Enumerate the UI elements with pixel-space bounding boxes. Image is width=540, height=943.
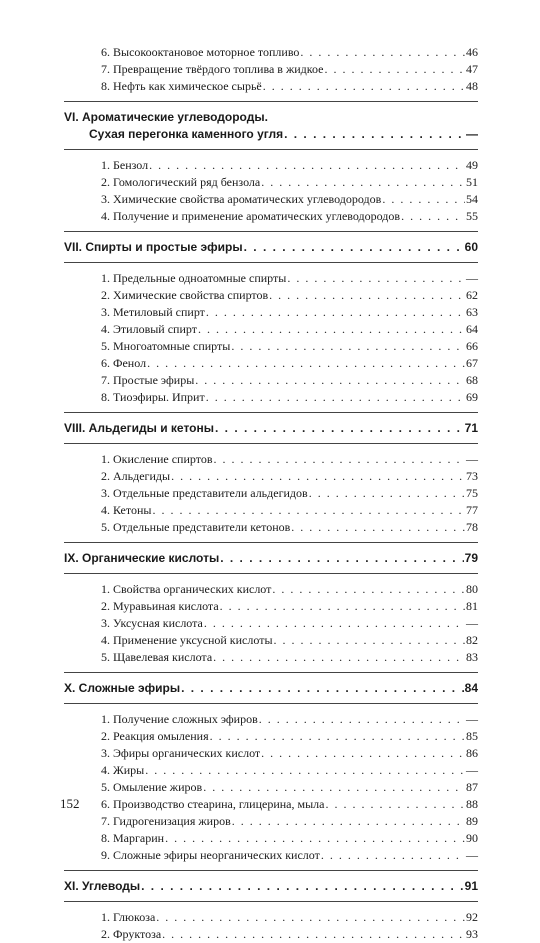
toc-entry-label: 3. Отдельные представители альдегидов xyxy=(101,486,308,500)
top-items xyxy=(64,44,478,95)
dot-leader xyxy=(269,287,465,304)
toc-entry xyxy=(64,519,478,536)
dot-leader xyxy=(324,61,465,78)
toc-entry xyxy=(64,762,478,779)
dot-leader xyxy=(382,191,465,208)
dot-leader xyxy=(149,157,465,174)
section-heading-row xyxy=(64,239,478,256)
toc-entry-label: 4. Получение и применение ароматических углеводородов xyxy=(101,209,401,223)
toc-entry-label: 8. Тиоэфиры. Иприт xyxy=(101,390,205,404)
toc-entry-label: 8. Нефть как химическое сырьё xyxy=(101,79,262,93)
toc-entry-page: 90 xyxy=(466,831,478,845)
toc-entry-page: 62 xyxy=(466,288,478,302)
toc-entry xyxy=(64,338,478,355)
dot-leader xyxy=(291,519,465,536)
section-heading-row xyxy=(64,550,478,567)
dot-leader xyxy=(210,728,465,745)
toc-entry-page: 69 xyxy=(466,390,478,404)
toc-entry-label: 3. Химические свойства ароматических углеводородов xyxy=(101,192,382,206)
section-divider xyxy=(64,149,478,150)
dot-leader xyxy=(162,926,465,943)
toc-entry xyxy=(64,287,478,304)
toc-entry-page: — xyxy=(466,452,478,466)
toc-entry-page: 46 xyxy=(466,45,478,59)
section-heading-page: — xyxy=(466,127,478,141)
toc-entry-label: 7. Превращение твёрдого топлива в жидкое xyxy=(101,62,324,76)
toc-entry-page: 78 xyxy=(466,520,478,534)
toc-entry-page: — xyxy=(466,616,478,630)
toc-entry xyxy=(64,615,478,632)
toc-entry xyxy=(64,372,478,389)
toc-entry-page: 80 xyxy=(466,582,478,596)
toc-entry-page: 64 xyxy=(466,322,478,336)
section-xi xyxy=(64,878,478,943)
dot-leader xyxy=(203,779,465,796)
section-heading: X. Сложные эфиры xyxy=(64,681,181,695)
toc-entry xyxy=(64,355,478,372)
section-divider xyxy=(64,703,478,704)
section-vii xyxy=(64,239,478,406)
toc-entry-label: 1. Бензол xyxy=(101,158,149,172)
toc-entry xyxy=(64,78,478,95)
section-heading: XI. Углеводы xyxy=(64,879,141,893)
toc-entry-label: 6. Производство стеарина, глицерина, мыла xyxy=(101,797,325,811)
toc-entry-page: 54 xyxy=(466,192,478,206)
toc-entry xyxy=(64,796,478,813)
toc-entry-label: 1. Глюкоза xyxy=(101,910,156,924)
toc-entry-page: 73 xyxy=(466,469,478,483)
toc-entry-label: 5. Омыление жиров xyxy=(101,780,203,794)
toc-entry-page: 51 xyxy=(466,175,478,189)
dot-leader xyxy=(165,830,465,847)
section-heading-row xyxy=(64,680,478,697)
dot-leader xyxy=(232,813,465,830)
dot-leader xyxy=(145,762,465,779)
toc-entry-page: 47 xyxy=(466,62,478,76)
toc-entry-page: 67 xyxy=(466,356,478,370)
section-heading-row xyxy=(64,878,478,895)
section-heading: IX. Органические кислоты xyxy=(64,551,220,565)
toc-entry-page: — xyxy=(466,712,478,726)
dot-leader xyxy=(195,372,465,389)
section-divider xyxy=(64,262,478,263)
table-of-contents xyxy=(64,44,478,943)
toc-entry xyxy=(64,926,478,943)
toc-entry-page: 83 xyxy=(466,650,478,664)
section-divider xyxy=(64,412,478,413)
toc-entry xyxy=(64,389,478,406)
toc-entry-label: 1. Свойства органических кислот xyxy=(101,582,272,596)
toc-entry-page: 66 xyxy=(466,339,478,353)
toc-entry xyxy=(64,485,478,502)
section-heading-label: Сухая перегонка каменного угля xyxy=(89,127,284,141)
dot-leader xyxy=(300,44,465,61)
toc-entry-label: 5. Отдельные представители кетонов xyxy=(101,520,291,534)
toc-entry xyxy=(64,909,478,926)
toc-entry xyxy=(64,502,478,519)
section-ix xyxy=(64,550,478,666)
section-divider xyxy=(64,672,478,673)
dot-leader xyxy=(220,598,465,615)
section-heading: VII. Спирты и простые эфиры xyxy=(64,240,243,254)
toc-entry-page: — xyxy=(466,271,478,285)
toc-entry-page: 75 xyxy=(466,486,478,500)
section-viii xyxy=(64,420,478,536)
toc-entry-label: 2. Фруктоза xyxy=(101,927,162,941)
section-heading-page: 84 xyxy=(464,681,478,695)
toc-entry-label: 2. Гомологический ряд бензола xyxy=(101,175,261,189)
dot-leader xyxy=(206,304,465,321)
toc-entry-page: 81 xyxy=(466,599,478,613)
section-divider xyxy=(64,573,478,574)
toc-entry xyxy=(64,208,478,225)
dot-leader xyxy=(274,632,465,649)
dot-leader xyxy=(259,711,465,728)
toc-entry xyxy=(64,270,478,287)
toc-entry-page: 68 xyxy=(466,373,478,387)
dot-leader xyxy=(220,550,463,567)
toc-entry-page: 55 xyxy=(466,209,478,223)
toc-entry-page: 82 xyxy=(466,633,478,647)
dot-leader xyxy=(287,270,465,287)
toc-entry xyxy=(64,847,478,864)
toc-entry xyxy=(64,157,478,174)
section-heading-page: 60 xyxy=(464,240,478,254)
toc-entry-label: 6. Фенол xyxy=(101,356,147,370)
toc-entry-page: — xyxy=(466,848,478,862)
section-heading-page: 79 xyxy=(464,551,478,565)
section-heading-continued xyxy=(64,126,478,143)
toc-entry xyxy=(64,779,478,796)
toc-entry-label: 4. Кетоны xyxy=(101,503,152,517)
toc-entry-label: 8. Маргарин xyxy=(101,831,165,845)
toc-entry-page: 88 xyxy=(466,797,478,811)
toc-entry-page: 89 xyxy=(466,814,478,828)
section-divider xyxy=(64,101,478,102)
toc-entry-label: 5. Многоатомные спирты xyxy=(101,339,231,353)
toc-entry-label: 7. Простые эфиры xyxy=(101,373,195,387)
toc-entry xyxy=(64,581,478,598)
toc-entry-page: 92 xyxy=(466,910,478,924)
toc-entry xyxy=(64,61,478,78)
section-heading-page: 91 xyxy=(464,879,478,893)
toc-entry-label: 1. Предельные одноатомные спирты xyxy=(101,271,287,285)
dot-leader xyxy=(147,355,465,372)
section-x xyxy=(64,680,478,864)
toc-entry-page: — xyxy=(466,763,478,777)
toc-entry-page: 86 xyxy=(466,746,478,760)
dot-leader xyxy=(261,745,465,762)
toc-entry-label: 3. Эфиры органических кислот xyxy=(101,746,261,760)
toc-entry xyxy=(64,174,478,191)
dot-leader xyxy=(325,796,465,813)
toc-entry xyxy=(64,728,478,745)
toc-entry xyxy=(64,321,478,338)
page-number: 152 xyxy=(60,796,80,811)
toc-entry-label: 4. Применение уксусной кислоты xyxy=(101,633,273,647)
toc-entry-page: 49 xyxy=(466,158,478,172)
dot-leader xyxy=(244,239,464,256)
toc-entry-page: 85 xyxy=(466,729,478,743)
toc-entry-page: 48 xyxy=(466,79,478,93)
toc-entry-label: 9. Сложные эфиры неорганических кислот xyxy=(101,848,320,862)
toc-entry-label: 1. Получение сложных эфиров xyxy=(101,712,258,726)
toc-entry-label: 1. Окисление спиртов xyxy=(101,452,213,466)
dot-leader xyxy=(156,909,465,926)
section-divider xyxy=(64,542,478,543)
toc-entry xyxy=(64,468,478,485)
toc-entry xyxy=(64,813,478,830)
toc-entry xyxy=(64,44,478,61)
section-heading: VI. Ароматические углеводороды. xyxy=(64,110,268,124)
dot-leader xyxy=(152,502,465,519)
section-divider xyxy=(64,870,478,871)
section-divider xyxy=(64,443,478,444)
toc-entry-label: 2. Муравьиная кислота xyxy=(101,599,219,613)
toc-entry-label: 2. Альдегиды xyxy=(101,469,171,483)
dot-leader xyxy=(284,126,465,143)
dot-leader xyxy=(171,468,465,485)
dot-leader xyxy=(309,485,465,502)
toc-entry-label: 3. Метиловый спирт xyxy=(101,305,205,319)
toc-entry-label: 4. Этиловый спирт xyxy=(101,322,197,336)
dot-leader xyxy=(231,338,465,355)
dot-leader xyxy=(401,208,465,225)
dot-leader xyxy=(261,174,465,191)
section-heading: VIII. Альдегиды и кетоны xyxy=(64,421,214,435)
section-heading-row xyxy=(64,420,478,437)
toc-entry xyxy=(64,598,478,615)
toc-entry xyxy=(64,632,478,649)
dot-leader xyxy=(181,680,464,697)
toc-entry xyxy=(64,191,478,208)
dot-leader xyxy=(215,420,464,437)
dot-leader xyxy=(213,649,465,666)
dot-leader xyxy=(272,581,465,598)
toc-entry-label: 2. Реакция омыления xyxy=(101,729,209,743)
toc-entry xyxy=(64,304,478,321)
section-heading-page: 71 xyxy=(464,421,478,435)
toc-entry-label: 5. Щавелевая кислота xyxy=(101,650,213,664)
toc-entry-page: 77 xyxy=(466,503,478,517)
dot-leader xyxy=(141,878,464,895)
toc-entry-page: 93 xyxy=(466,927,478,941)
toc-entry xyxy=(64,451,478,468)
toc-entry xyxy=(64,649,478,666)
dot-leader xyxy=(204,615,465,632)
toc-entry-label: 2. Химические свойства спиртов xyxy=(101,288,269,302)
dot-leader xyxy=(263,78,465,95)
dot-leader xyxy=(321,847,465,864)
toc-entry-label: 4. Жиры xyxy=(101,763,145,777)
dot-leader xyxy=(198,321,465,338)
dot-leader xyxy=(206,389,465,406)
section-divider xyxy=(64,901,478,902)
toc-entry-label: 7. Гидрогенизация жиров xyxy=(101,814,231,828)
toc-entry xyxy=(64,711,478,728)
section-vi xyxy=(64,109,478,225)
toc-entry-page: 87 xyxy=(466,780,478,794)
dot-leader xyxy=(214,451,466,468)
toc-entry xyxy=(64,830,478,847)
toc-entry-label: 3. Уксусная кислота xyxy=(101,616,203,630)
section-divider xyxy=(64,231,478,232)
toc-entry xyxy=(64,745,478,762)
toc-entry-label: 6. Высокооктановое моторное топливо xyxy=(101,45,300,59)
toc-entry-page: 63 xyxy=(466,305,478,319)
